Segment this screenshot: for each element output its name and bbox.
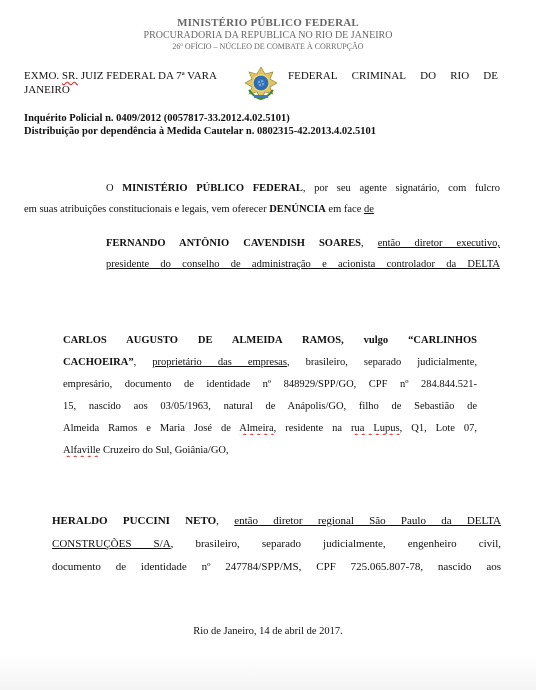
inquerito-reference: Inquérito Policial n. 0409/2012 (0057817-33.2012.4.02.5101) bbox=[24, 113, 290, 124]
defendant2-line-3: empresário, documento de identidade nº 848929/SPP/GO, CPF nº 284.844.521- bbox=[63, 379, 477, 390]
document-date: Rio de Janeiro, 14 de abril de 2017. bbox=[193, 626, 343, 637]
defendant2-name: CARLOS AUGUSTO DE ALMEIDA RAMOS, bbox=[63, 335, 344, 346]
defendant3-line-2: CONSTRUÇÕES S/A, brasileiro, separado judicialmente, engenheiro civil, bbox=[52, 538, 501, 550]
page-bottom-shadow bbox=[0, 655, 536, 690]
defendant1-line-2: presidente do conselho de administração e acionista controlador da DELTA bbox=[106, 259, 500, 270]
defendant1-name: FERNANDO ANTÔNIO CAVENDISH SOARES bbox=[106, 238, 361, 249]
header-institution: MINISTÉRIO PÚBLICO FEDERAL bbox=[177, 17, 359, 29]
header-office: PROCURADORIA DA REPUBLICA NO RIO DE JANEIRO bbox=[143, 30, 393, 41]
defendant3-line-3: documento de identidade nº 247784/SPP/MS, CPF 725.065.807-78, nascido aos bbox=[52, 561, 501, 573]
defendant1-line-1: FERNANDO ANTÔNIO CAVENDISH SOARES, então diretor executivo, bbox=[106, 238, 500, 249]
defendant2-line-2: CACHOEIRA”, proprietário das empresas, brasileiro, separado judicialmente, bbox=[63, 357, 477, 368]
distribution-reference: Distribuição por dependência à Medida Cautelar n. 0802315-42.2013.4.02.5101 bbox=[24, 126, 376, 137]
defendant2-line-4: 15, nascido aos 03/05/1963, natural de Anápolis/GO, filho de Sebastião de bbox=[63, 401, 477, 412]
intro-line-2: em suas atribuições constitucionais e legais, vem oferecer DENÚNCIA em face de bbox=[24, 204, 374, 215]
address-line-left: EXMO. SR. JUIZ FEDERAL DA 7ª VARA bbox=[24, 70, 217, 82]
defendant3-name: HERALDO PUCCINI NETO bbox=[52, 515, 217, 527]
address-line-right: FEDERAL CRIMINAL DO RIO DE bbox=[288, 70, 498, 82]
defendant2-line-6: Alfaville Cruzeiro do Sul, Goiânia/GO, bbox=[63, 445, 229, 456]
defendant2-line-5: Almeida Ramos e Maria José de Almeira, residente na rua Lupus, Q1, Lote 07, bbox=[63, 423, 477, 434]
brazil-coat-of-arms-icon bbox=[243, 66, 279, 102]
header-unit: 26º OFÍCIO – NÚCLEO DE COMBATE À CORRUPÇÃO bbox=[172, 42, 364, 51]
address-sr: SR. bbox=[61, 70, 79, 82]
address-line-2: JANEIRO bbox=[24, 84, 70, 96]
defendant2-line-1: CARLOS AUGUSTO DE ALMEIDA RAMOS, vulgo “CARLINHOS bbox=[63, 335, 477, 346]
intro-line-1: O MINISTÉRIO PÚBLICO FEDERAL, por seu agente signatário, com fulcro bbox=[106, 183, 500, 194]
defendant3-line-1: HERALDO PUCCINI NETO, então diretor regional São Paulo da DELTA bbox=[52, 515, 501, 527]
